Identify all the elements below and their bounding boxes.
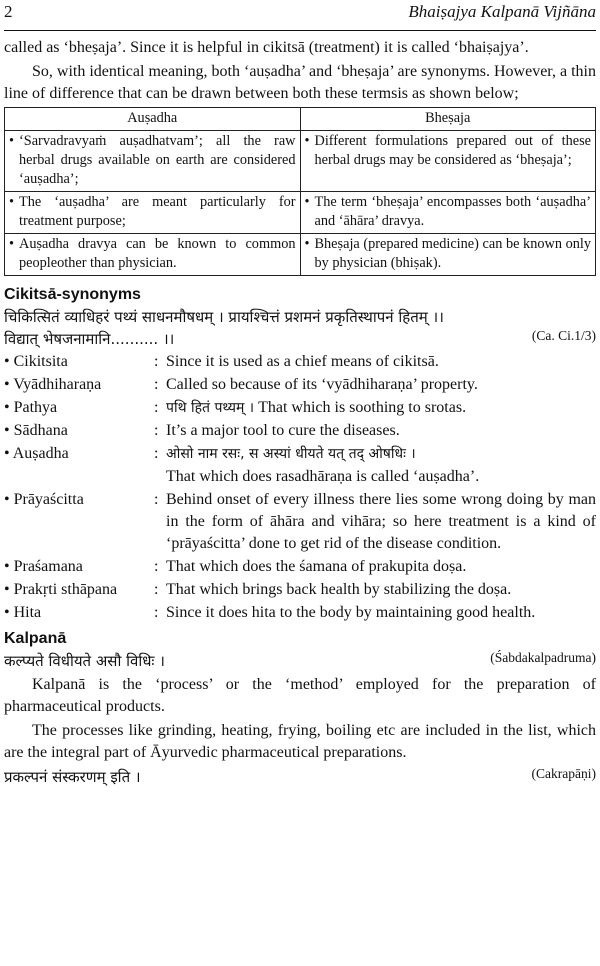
kalpana-heading: Kalpanā — [4, 630, 67, 647]
synonym-item — [4, 351, 596, 373]
kalpana-verse-2-row — [4, 766, 596, 788]
cell-text: The term ‘bheṣaja’ encompasses both ‘auṣadha’ and ‘āhāra’ dravya. — [314, 194, 591, 229]
synonym-english: Called so because of its ‘vyādhiharaṇa’ property. — [166, 376, 478, 393]
bullet: • — [304, 194, 310, 210]
cikitsa-verse-reference: (Ca. Ci.1/3) — [531, 328, 596, 343]
synonym-definition — [166, 374, 596, 396]
synonym-definition — [166, 351, 596, 373]
synonym-item — [4, 602, 596, 624]
kalpana-verse: कल्प्यते विधीयते असौ विधिः । — [4, 652, 165, 670]
table-cell-ausadha — [5, 234, 301, 276]
table-cell-bhesaja — [300, 192, 596, 234]
table-body — [5, 131, 596, 276]
table-cell-ausadha — [5, 192, 301, 234]
kalpana-paragraph-1: Kalpanā is the ‘process’ or the ‘method’ employed for the preparation of pharmaceutical products. — [4, 676, 596, 715]
synonym-definition — [166, 397, 596, 419]
synonym-term — [4, 466, 154, 488]
synonym-definition — [166, 556, 596, 578]
synonym-colon: : — [154, 558, 159, 575]
intro-paragraph-2: So, with identical meaning, both ‘auṣadha’ and ‘bheṣaja’ are synonyms. However, a thin line of difference that can be drawn between both these termsis as shown below; — [4, 63, 596, 102]
synonym-english: Behind onset of every illness there lies some wrong doing by man in the form of āhāra and vihāra; so here treatment is a kind of ‘prāyaścitta’ done to get rid of the disease condition. — [166, 491, 596, 552]
synonym-english: Since it does hita to the body by maintaining good health. — [166, 604, 536, 621]
synonym-list — [4, 351, 596, 624]
synonym-colon: : — [154, 491, 159, 508]
intro-paragraph-1: called as ‘bheṣaja’. Since it is helpful in cikitsā (treatment) it is called ‘bhaiṣajya’. — [4, 39, 529, 56]
table-header-ausadha: Auṣadha — [5, 108, 301, 131]
bullet: • — [304, 236, 310, 252]
synonym-term: • Sādhana — [4, 422, 68, 439]
bullet: • — [304, 133, 310, 149]
synonym-english: That which brings back health by stabilizing the doṣa. — [166, 581, 512, 598]
synonym-term: • Cikitsita — [4, 353, 68, 370]
synonym-item — [4, 556, 596, 578]
cell-text: Different formulations prepared out of these herbal drugs may be considered as ‘bheṣaja’; — [314, 133, 591, 168]
page-header — [4, 0, 596, 30]
synonym-item — [4, 489, 596, 555]
synonym-sanskrit: पथि हितं पथ्यम् । — [166, 400, 255, 416]
synonym-english: That which does rasadhāraṇa is called ‘auṣadha’. — [166, 468, 480, 485]
bullet: • — [9, 133, 15, 149]
synonym-item — [4, 420, 596, 442]
kalpana-verse-2-reference: (Cakrapāṇi) — [531, 766, 596, 781]
synonym-english: That which is soothing to srotas. — [254, 399, 467, 416]
synonym-colon — [154, 466, 166, 488]
book-title: Bhaiṣajya Kalpanā Vijñāna — [408, 2, 596, 21]
synonym-term: • Prakṛti sthāpana — [4, 581, 118, 598]
synonym-english: It’s a major tool to cure the diseases. — [166, 422, 400, 439]
synonym-definition — [166, 579, 596, 601]
bullet: • — [9, 194, 15, 210]
synonym-definition — [166, 420, 596, 442]
cell-text: Bheṣaja (prepared medicine) can be known only by physician (bhiṣak). — [314, 236, 591, 271]
synonym-colon: : — [154, 399, 159, 416]
synonym-item — [4, 397, 596, 419]
synonym-item — [4, 579, 596, 601]
synonym-colon: : — [154, 353, 159, 370]
synonym-term: • Auṣadha — [4, 445, 69, 462]
synonym-english: That which does the śamana of prakupita doṣa. — [166, 558, 467, 575]
kalpana-verse-2: प्रकल्पनं संस्करणम् इति । — [4, 768, 141, 786]
table-row — [5, 192, 596, 234]
cikitsa-verse-line-2: विद्यात् भेषजनामानि.......... ।। — [4, 330, 175, 348]
synonym-term: • Vyādhiharaṇa — [4, 376, 102, 393]
table-row — [5, 234, 596, 276]
synonym-colon: : — [154, 581, 159, 598]
table-row — [5, 131, 596, 192]
header-rule — [4, 30, 596, 31]
kalpana-verse-reference: (Śabdakalpadruma) — [490, 650, 596, 665]
synonym-term: • Hita — [4, 604, 42, 621]
cikitsa-verse-line-1: चिकित्सितं व्याधिहरं पथ्यं साधनमौषधम् । प्रायश्चित्तं प्रशमनं प्रकृतिस्थापनं हितम् ।। — [4, 308, 444, 326]
cell-text: ‘Sarvadravyaṁ auṣadhatvam’; all the raw herbal drugs available on earth are considered ‘auṣadha’; — [19, 133, 296, 187]
comparison-table — [4, 107, 596, 276]
table-cell-bhesaja — [300, 234, 596, 276]
table-cell-ausadha — [5, 131, 301, 192]
synonym-colon: : — [154, 445, 159, 462]
cikitsa-heading: Cikitsā-synonyms — [4, 286, 141, 303]
synonym-term: • Prāyaścitta — [4, 491, 84, 508]
synonym-definition — [166, 466, 596, 488]
synonym-definition — [166, 443, 596, 465]
kalpana-paragraph-2: The processes like grinding, heating, frying, boiling etc are included in the list, which are the integral part of Āyurvedic pharmaceutical preparations. — [4, 722, 596, 761]
synonym-item — [4, 443, 596, 465]
bullet: • — [9, 236, 15, 252]
synonym-sanskrit: ओसो नाम रसः, स अस्यां धीयते यत् तद् ओषधिः । — [166, 446, 416, 462]
table-cell-bhesaja — [300, 131, 596, 192]
synonym-colon: : — [154, 604, 159, 621]
synonym-item — [4, 374, 596, 396]
cell-text: Auṣadha dravya can be known to common peopleother than physician. — [19, 236, 296, 271]
synonym-definition — [166, 602, 596, 624]
synonym-colon: : — [154, 376, 159, 393]
cikitsa-verse-line-2-row — [4, 328, 596, 350]
table-header-bhesaja: Bheṣaja — [300, 108, 596, 131]
synonym-english: Since it is used as a chief means of cikitsā. — [166, 353, 439, 370]
synonym-definition — [166, 489, 596, 555]
synonym-term: • Pathya — [4, 399, 58, 416]
synonym-item — [4, 466, 596, 488]
synonym-colon: : — [154, 422, 159, 439]
kalpana-verse-row — [4, 650, 596, 672]
synonym-term: • Praśamana — [4, 558, 83, 575]
cell-text: The ‘auṣadha’ are meant particularly for treatment purpose; — [19, 194, 296, 229]
page-number: 2 — [4, 2, 13, 21]
